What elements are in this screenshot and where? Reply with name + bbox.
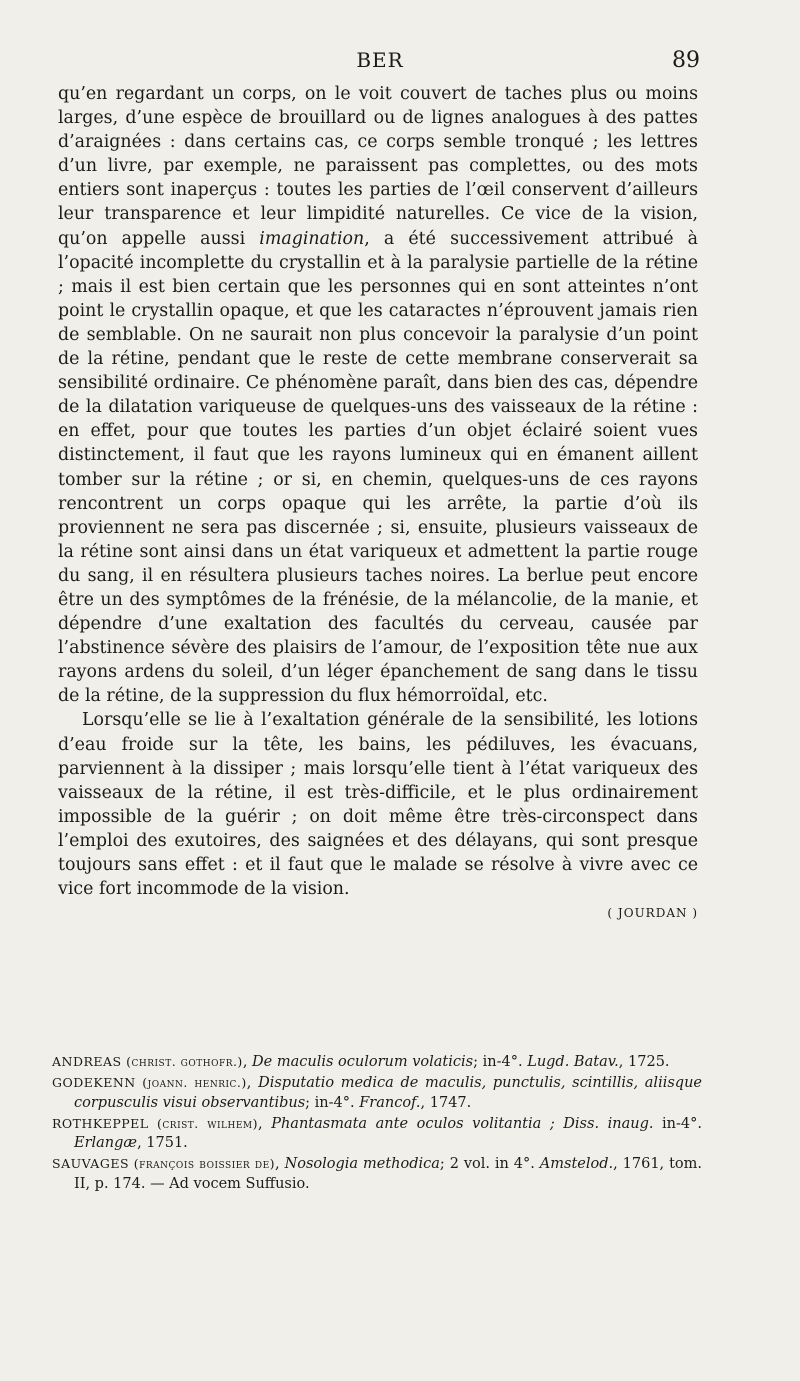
reference-date: , 1725. <box>618 1054 670 1070</box>
reference-date: , 1761, tom. II, p. 174. — Ad vocem Suffusio. <box>74 1156 702 1192</box>
reference-author: GODEKENN (joann. henric.) <box>52 1075 247 1091</box>
reference-place: Erlangæ <box>74 1135 138 1152</box>
reference-item <box>52 1154 702 1194</box>
reference-date: , 1747. <box>420 1094 472 1111</box>
reference-format: ; in-4°. <box>473 1054 528 1070</box>
reference-title: Nosologia methodica <box>284 1156 440 1173</box>
reference-author: ANDREAS (christ. gothofr.) <box>52 1054 243 1069</box>
reference-place: Lugd. Batav. <box>527 1054 619 1070</box>
reference-author: SAUVAGES (françois boissier de) <box>52 1156 276 1172</box>
paragraph-2-text: Lorsqu’elle se lie à l’exaltation générale de la sensibilité, les lotions d’eau froide sur la tête, les bains, les pédiluves, les évacuans, parviennent à la dissiper ; mais lorsqu’elle tient à l’état variqueux des vaisseaux de la rétine, il est très-difficile, et le plus ordinairement impossible de la guérir ; on doit même être très-circonspect dans l’emploi des exutoires, des saignées et des délayans, qui sont presque toujours sans effet : et il faut que le malade se résolve à vivre avec ce vice fort incommode de la vision. <box>58 710 698 900</box>
paragraph-2 <box>58 708 698 901</box>
reference-place: Francof. <box>359 1094 421 1111</box>
reference-author: ROTHKEPPEL (crist. wilhem) <box>52 1115 259 1131</box>
reference-item <box>52 1073 702 1113</box>
reference-format: ; in-4°. <box>305 1094 360 1111</box>
reference-date: , 1751. <box>137 1135 188 1152</box>
reference-title: Disputatio medica de maculis, punctulis, scintillis, aliisque corpusculis visui observantibus <box>74 1075 702 1111</box>
page-header <box>60 48 700 78</box>
reference-title: De maculis oculorum volaticis <box>252 1054 474 1070</box>
page-number: 89 <box>672 48 700 73</box>
reference-format: in-4°. <box>653 1115 702 1132</box>
body-text <box>58 82 698 925</box>
reference-separator: , <box>246 1075 259 1092</box>
reference-format: ; 2 vol. in 4°. <box>439 1156 540 1173</box>
reference-place: Amstelod. <box>539 1156 614 1173</box>
reference-item <box>52 1114 702 1154</box>
paragraph-1-text-before: qu’en regardant un corps, on le voit couvert de taches plus ou moins larges, d’une espèce de brouillard ou de lignes analogues à des pattes d’araignées : dans certains cas, ce corps semble tronqué ; les lettres d’un livre, par exemple, ne paraissent pas complettes, ou des mots entiers sont inaperçus : toutes les parties de l’œil conservent d’ailleurs leur transparence et leur limpidité naturelles. Ce vice de la vision, qu’on appelle aussi <box>58 84 698 249</box>
paragraph-1 <box>58 82 698 708</box>
reference-separator: , <box>275 1156 285 1173</box>
running-title: BER <box>356 48 404 72</box>
reference-separator: , <box>242 1054 253 1070</box>
reference-item <box>52 1052 702 1072</box>
paragraph-1-text-after: , a été successivement attribué à l’opacité incomplette du crystallin et à la paralysie partielle de la rétine ; mais il est bien certain que les personnes qui en sont atteintes n’ont point le crystallin opaque, et que les cataractes n’éprouvent jamais rien de semblable. On ne saurait non plus concevoir la paralysie d’un point de la rétine, pendant que le reste de cette membrane conserverait sa sensibilité ordinaire. Ce phénomène paraît, dans bien des cas, dépendre de la dilatation variqueuse de quelques-uns des vaisseaux de la rétine : en effet, pour que toutes les parties d’un objet éclairé soient vues distinctement, il faut que les rayons lumineux qui en émanent aillent tomber sur la rétine ; or si, en chemin, quelques-uns de ces rayons rencontrent un corps opaque qui les arrête, la partie d’où ils proviennent ne sera pas discernée ; si, ensuite, plusieurs vaisseaux de la rétine sont ainsi dans un état variqueux et admettent la partie rouge du sang, il en résultera plusieurs taches noires. La berlue peut encore être un des symptômes de la frénésie, de la mélancolie, de la manie, et dépendre d’une exaltation des facultés du cerveau, causée par l’abstinence sévère des plaisirs de l’amour, de l’exposition tête nue aux rayons ardens du soleil, d’un léger épanchement de sang dans le tissu de la rétine, de la suppression du flux hémorroïdal, etc. <box>58 228 699 707</box>
reference-title: Phantasmata ante oculos volitantia ; Diss. inaug. <box>271 1115 654 1132</box>
term-imagination: imagination <box>259 228 365 249</box>
reference-separator: , <box>258 1115 272 1132</box>
bibliography <box>52 1052 702 1195</box>
author-signature: ( JOURDAN ) <box>607 906 698 921</box>
